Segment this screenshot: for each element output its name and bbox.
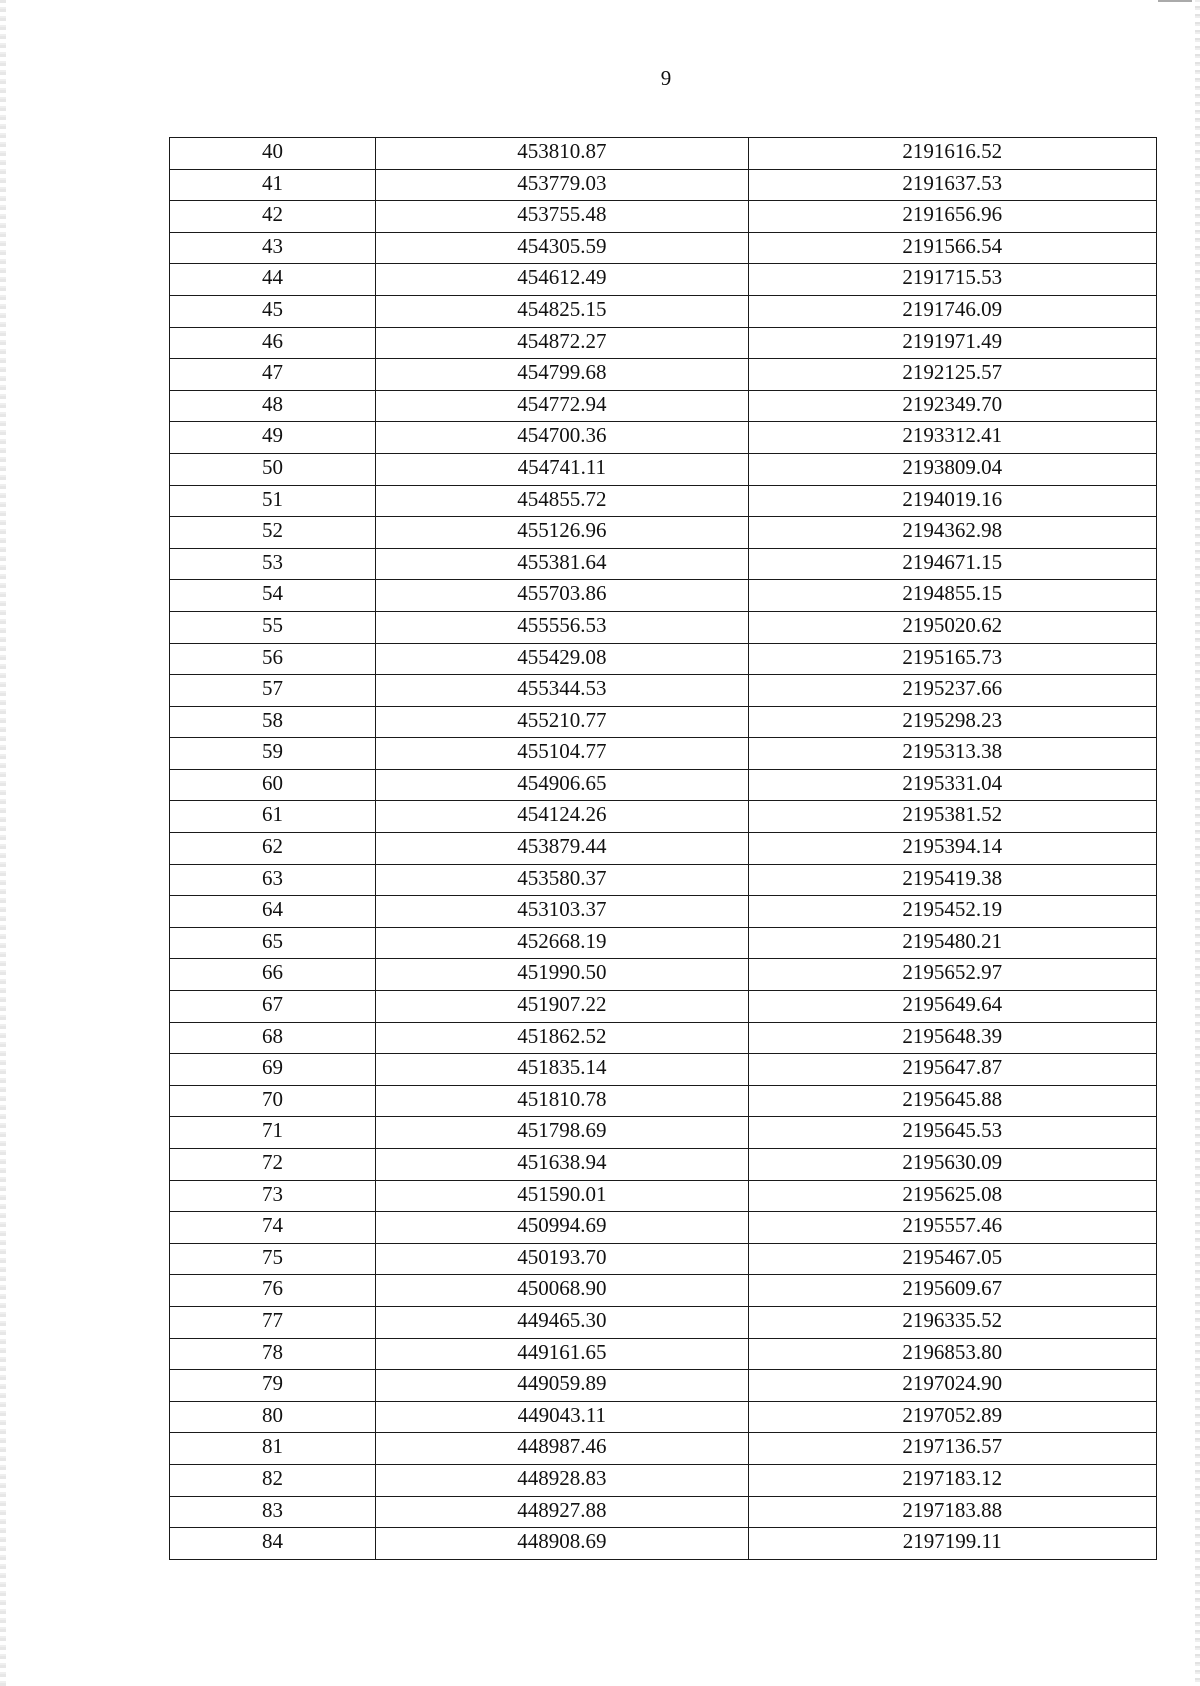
x-coordinate-cell: 450193.70 [376,1243,749,1275]
y-coordinate-cell: 2195557.46 [748,1212,1156,1244]
x-coordinate-cell: 451590.01 [376,1180,749,1212]
point-number-cell: 78 [170,1338,376,1370]
x-coordinate-cell: 449043.11 [376,1401,749,1433]
x-coordinate-cell: 449161.65 [376,1338,749,1370]
y-coordinate-cell: 2195645.88 [748,1085,1156,1117]
y-coordinate-cell: 2195630.09 [748,1149,1156,1181]
y-coordinate-cell: 2195649.64 [748,991,1156,1023]
point-number-cell: 47 [170,359,376,391]
x-coordinate-cell: 453755.48 [376,201,749,233]
table-row [170,864,1157,896]
point-number-cell: 53 [170,548,376,580]
x-coordinate-cell: 451862.52 [376,1022,749,1054]
y-coordinate-cell: 2191971.49 [748,327,1156,359]
x-coordinate-cell: 450068.90 [376,1275,749,1307]
table-row [170,769,1157,801]
table-row [170,485,1157,517]
x-coordinate-cell: 455381.64 [376,548,749,580]
y-coordinate-cell: 2196853.80 [748,1338,1156,1370]
y-coordinate-cell: 2195647.87 [748,1054,1156,1086]
y-coordinate-cell: 2191715.53 [748,264,1156,296]
y-coordinate-cell: 2191616.52 [748,138,1156,170]
point-number-cell: 46 [170,327,376,359]
point-number-cell: 44 [170,264,376,296]
y-coordinate-cell: 2194671.15 [748,548,1156,580]
table-row [170,517,1157,549]
table-row [170,1528,1157,1560]
point-number-cell: 70 [170,1085,376,1117]
x-coordinate-cell: 454906.65 [376,769,749,801]
table-row [170,611,1157,643]
x-coordinate-cell: 451835.14 [376,1054,749,1086]
x-coordinate-cell: 450994.69 [376,1212,749,1244]
y-coordinate-cell: 2195298.23 [748,706,1156,738]
table-row [170,422,1157,454]
x-coordinate-cell: 454124.26 [376,801,749,833]
table-row [170,548,1157,580]
x-coordinate-cell: 455429.08 [376,643,749,675]
x-coordinate-cell: 452668.19 [376,927,749,959]
table-row [170,1370,1157,1402]
point-number-cell: 55 [170,611,376,643]
y-coordinate-cell: 2193312.41 [748,422,1156,454]
table-row [170,1212,1157,1244]
point-number-cell: 84 [170,1528,376,1560]
table-row [170,264,1157,296]
page-number: 9 [660,66,672,90]
y-coordinate-cell: 2192125.57 [748,359,1156,391]
point-number-cell: 60 [170,769,376,801]
y-coordinate-cell: 2195313.38 [748,738,1156,770]
table-row [170,1401,1157,1433]
y-coordinate-cell: 2191746.09 [748,295,1156,327]
table-row [170,580,1157,612]
y-coordinate-cell: 2195467.05 [748,1243,1156,1275]
x-coordinate-cell: 454612.49 [376,264,749,296]
point-number-cell: 81 [170,1433,376,1465]
table-row [170,390,1157,422]
point-number-cell: 61 [170,801,376,833]
scan-edge-left [0,0,6,1686]
point-number-cell: 63 [170,864,376,896]
table-row [170,927,1157,959]
y-coordinate-cell: 2197183.12 [748,1464,1156,1496]
y-coordinate-cell: 2197024.90 [748,1370,1156,1402]
point-number-cell: 67 [170,991,376,1023]
point-number-cell: 40 [170,138,376,170]
x-coordinate-cell: 454700.36 [376,422,749,454]
table-row [170,706,1157,738]
point-number-cell: 73 [170,1180,376,1212]
y-coordinate-cell: 2194362.98 [748,517,1156,549]
table-row [170,327,1157,359]
y-coordinate-cell: 2191637.53 [748,169,1156,201]
table-row [170,1306,1157,1338]
x-coordinate-cell: 449465.30 [376,1306,749,1338]
y-coordinate-cell: 2195331.04 [748,769,1156,801]
point-number-cell: 71 [170,1117,376,1149]
point-number-cell: 58 [170,706,376,738]
table-row [170,991,1157,1023]
y-coordinate-cell: 2193809.04 [748,453,1156,485]
x-coordinate-cell: 455556.53 [376,611,749,643]
table-row [170,1243,1157,1275]
x-coordinate-cell: 453103.37 [376,896,749,928]
x-coordinate-cell: 455210.77 [376,706,749,738]
point-number-cell: 45 [170,295,376,327]
point-number-cell: 74 [170,1212,376,1244]
point-number-cell: 69 [170,1054,376,1086]
x-coordinate-cell: 448927.88 [376,1496,749,1528]
y-coordinate-cell: 2195237.66 [748,675,1156,707]
y-coordinate-cell: 2195609.67 [748,1275,1156,1307]
point-number-cell: 59 [170,738,376,770]
table-row [170,1275,1157,1307]
table-row [170,675,1157,707]
x-coordinate-cell: 453580.37 [376,864,749,896]
y-coordinate-cell: 2197183.88 [748,1496,1156,1528]
table-row [170,359,1157,391]
x-coordinate-cell: 455126.96 [376,517,749,549]
y-coordinate-cell: 2197199.11 [748,1528,1156,1560]
x-coordinate-cell: 453879.44 [376,833,749,865]
table-row [170,801,1157,833]
y-coordinate-cell: 2195625.08 [748,1180,1156,1212]
x-coordinate-cell: 453779.03 [376,169,749,201]
y-coordinate-cell: 2194855.15 [748,580,1156,612]
point-number-cell: 41 [170,169,376,201]
point-number-cell: 52 [170,517,376,549]
point-number-cell: 51 [170,485,376,517]
y-coordinate-cell: 2195648.39 [748,1022,1156,1054]
y-coordinate-cell: 2195165.73 [748,643,1156,675]
table-row [170,1054,1157,1086]
table-row [170,1180,1157,1212]
point-number-cell: 54 [170,580,376,612]
table-row [170,896,1157,928]
table-row [170,169,1157,201]
point-number-cell: 79 [170,1370,376,1402]
x-coordinate-cell: 454741.11 [376,453,749,485]
x-coordinate-cell: 451638.94 [376,1149,749,1181]
table-row [170,201,1157,233]
x-coordinate-cell: 451810.78 [376,1085,749,1117]
point-number-cell: 72 [170,1149,376,1181]
y-coordinate-cell: 2196335.52 [748,1306,1156,1338]
y-coordinate-cell: 2195381.52 [748,801,1156,833]
point-number-cell: 75 [170,1243,376,1275]
y-coordinate-cell: 2195394.14 [748,833,1156,865]
x-coordinate-cell: 454772.94 [376,390,749,422]
coordinate-table [169,137,1157,1560]
table-row [170,1338,1157,1370]
point-number-cell: 42 [170,201,376,233]
x-coordinate-cell: 451798.69 [376,1117,749,1149]
x-coordinate-cell: 448908.69 [376,1528,749,1560]
table-row [170,1496,1157,1528]
x-coordinate-cell: 454855.72 [376,485,749,517]
point-number-cell: 50 [170,453,376,485]
x-coordinate-cell: 449059.89 [376,1370,749,1402]
x-coordinate-cell: 448928.83 [376,1464,749,1496]
x-coordinate-cell: 454872.27 [376,327,749,359]
table-row [170,643,1157,675]
table-row [170,1433,1157,1465]
x-coordinate-cell: 448987.46 [376,1433,749,1465]
y-coordinate-cell: 2195645.53 [748,1117,1156,1149]
table-row [170,1149,1157,1181]
table-row [170,232,1157,264]
scan-corner-mark [1158,0,1192,2]
point-number-cell: 77 [170,1306,376,1338]
table-row [170,833,1157,865]
point-number-cell: 48 [170,390,376,422]
point-number-cell: 66 [170,959,376,991]
y-coordinate-cell: 2197052.89 [748,1401,1156,1433]
scan-edge-right [1195,0,1200,1686]
point-number-cell: 82 [170,1464,376,1496]
x-coordinate-cell: 451907.22 [376,991,749,1023]
point-number-cell: 56 [170,643,376,675]
x-coordinate-cell: 454799.68 [376,359,749,391]
point-number-cell: 76 [170,1275,376,1307]
point-number-cell: 62 [170,833,376,865]
point-number-cell: 65 [170,927,376,959]
y-coordinate-cell: 2197136.57 [748,1433,1156,1465]
point-number-cell: 57 [170,675,376,707]
coordinate-table-body [170,138,1157,1560]
table-row [170,1085,1157,1117]
point-number-cell: 64 [170,896,376,928]
y-coordinate-cell: 2192349.70 [748,390,1156,422]
table-row [170,295,1157,327]
table-row [170,138,1157,170]
point-number-cell: 80 [170,1401,376,1433]
x-coordinate-cell: 451990.50 [376,959,749,991]
point-number-cell: 43 [170,232,376,264]
y-coordinate-cell: 2195419.38 [748,864,1156,896]
y-coordinate-cell: 2195652.97 [748,959,1156,991]
y-coordinate-cell: 2191656.96 [748,201,1156,233]
point-number-cell: 68 [170,1022,376,1054]
x-coordinate-cell: 454825.15 [376,295,749,327]
x-coordinate-cell: 455344.53 [376,675,749,707]
table-row [170,1022,1157,1054]
table-row [170,738,1157,770]
point-number-cell: 83 [170,1496,376,1528]
point-number-cell: 49 [170,422,376,454]
y-coordinate-cell: 2194019.16 [748,485,1156,517]
y-coordinate-cell: 2191566.54 [748,232,1156,264]
table-row [170,959,1157,991]
y-coordinate-cell: 2195452.19 [748,896,1156,928]
x-coordinate-cell: 454305.59 [376,232,749,264]
x-coordinate-cell: 453810.87 [376,138,749,170]
x-coordinate-cell: 455104.77 [376,738,749,770]
table-row [170,1117,1157,1149]
table-row [170,453,1157,485]
y-coordinate-cell: 2195480.21 [748,927,1156,959]
y-coordinate-cell: 2195020.62 [748,611,1156,643]
table-row [170,1464,1157,1496]
x-coordinate-cell: 455703.86 [376,580,749,612]
